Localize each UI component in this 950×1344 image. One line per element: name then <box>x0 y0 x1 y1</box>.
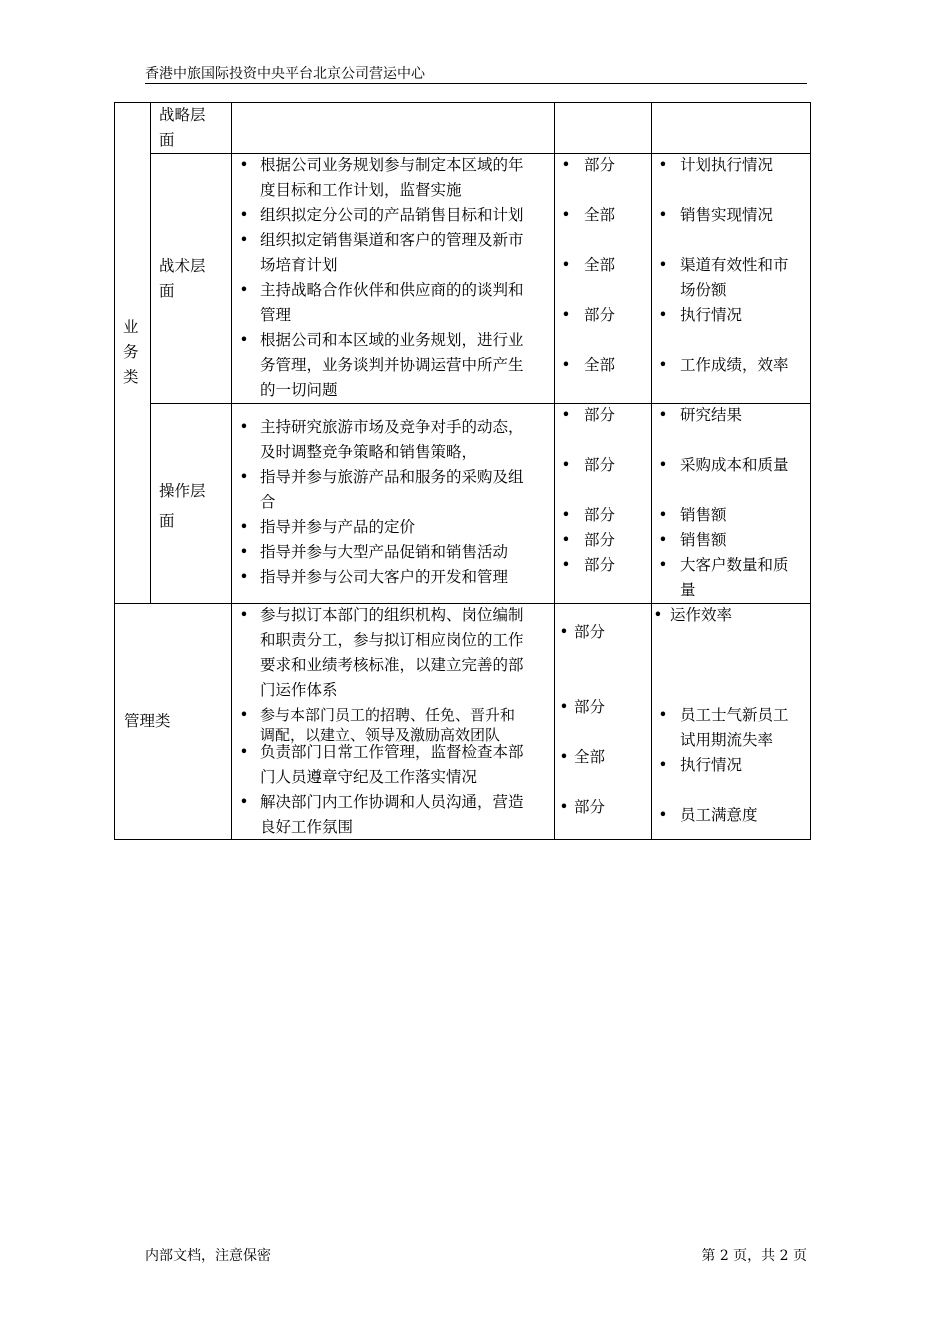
management-scope-text: 部分 <box>574 798 606 816</box>
scope-bullet: • <box>561 406 571 424</box>
tactics-duty-text: 度目标和工作计划，监督实施 <box>260 181 462 199</box>
duty-bullet: • <box>239 468 249 486</box>
operations-duty-text: 主持研究旅游市场及竞争对手的动态， <box>260 418 524 436</box>
business-category-label: 类 <box>123 368 139 386</box>
tactics-scope-text: 全部 <box>584 356 616 374</box>
operations-metric-text: 销售额 <box>680 531 727 549</box>
management-scope-text: 部分 <box>574 698 606 716</box>
duty-bullet: • <box>239 281 249 299</box>
metric-bullet: • <box>658 506 668 524</box>
management-duty-text: 参与拟订本部门的组织机构、岗位编制 <box>260 606 524 624</box>
metric-bullet: • <box>658 356 668 374</box>
operations-duty-text: 及时调整竞争策略和销售策略， <box>260 443 478 461</box>
operations-level-label: 面 <box>159 512 175 530</box>
table-left-border <box>114 102 115 840</box>
metric-bullet: • <box>653 606 663 624</box>
scope-bullet: • <box>561 306 571 324</box>
operations-scope-text: 部分 <box>584 456 616 474</box>
scope-bullet: • <box>561 456 571 474</box>
tactics-duty-text: 务管理，业务谈判并协调运营中所产生 <box>260 356 524 374</box>
management-metric-text: 员工士气新员工 <box>680 706 789 724</box>
management-duty-text: 和职责分工，参与拟订相应岗位的工作 <box>260 631 524 649</box>
operations-metric-text: 采购成本和质量 <box>680 456 789 474</box>
management-duty-text: 负责部门日常工作管理，监督检查本部 <box>260 743 524 761</box>
table-top-border <box>114 102 811 103</box>
management-scope-text: 部分 <box>574 623 606 641</box>
tactics-level-label: 战术层 <box>159 257 206 275</box>
tactics-duty-text: 根据公司业务规划参与制定本区域的年 <box>260 156 524 174</box>
tactics-metric-text: 执行情况 <box>680 306 743 324</box>
management-metric-text: 试用期流失率 <box>680 731 774 749</box>
duty-bullet: • <box>239 606 249 624</box>
operations-scope-text: 部分 <box>584 556 616 574</box>
operations-level-label: 操作层 <box>159 482 206 500</box>
scope-bullet: • <box>561 556 571 574</box>
tactics-duty-text: 组织拟定分公司的产品销售目标和计划 <box>260 206 524 224</box>
metric-bullet: • <box>658 756 668 774</box>
tactics-metric-text: 渠道有效性和市 <box>680 256 789 274</box>
operations-metric-text: 量 <box>680 581 696 599</box>
scope-bullet: • <box>561 506 571 524</box>
tactics-duty-text: 管理 <box>260 306 292 324</box>
management-metric-text: 员工满意度 <box>680 806 758 824</box>
operations-metric-text: 大客户数量和质 <box>680 556 789 574</box>
duty-bullet: • <box>239 518 249 536</box>
operations-duty-text: 合 <box>260 493 276 511</box>
duty-bullet: • <box>239 418 249 436</box>
operations-duty-text: 指导并参与产品的定价 <box>260 518 416 536</box>
scope-bullet: • <box>561 256 571 274</box>
metric-bullet: • <box>658 556 668 574</box>
metric-bullet: • <box>658 256 668 274</box>
metric-bullet: • <box>658 206 668 224</box>
tactics-duty-text: 组织拟定销售渠道和客户的管理及新市 <box>260 231 524 249</box>
operations-metric-text: 销售额 <box>680 506 727 524</box>
tactics-scope-text: 部分 <box>584 156 616 174</box>
management-duty-text: 参与本部门员工的招聘、任免、晋升和 <box>260 706 516 724</box>
scope-bullet: • <box>559 698 569 716</box>
tactics-scope-text: 全部 <box>584 256 616 274</box>
scope-bullet: • <box>561 531 571 549</box>
duty-bullet: • <box>239 331 249 349</box>
management-duty-text: 门人员遵章守纪及工作落实情况 <box>260 768 478 786</box>
operations-scope-text: 部分 <box>584 406 616 424</box>
business-category-label: 业 <box>123 318 139 336</box>
table-right-border <box>810 102 811 840</box>
col-divider-duty <box>554 102 555 840</box>
scope-bullet: • <box>559 748 569 766</box>
tactics-metric-text: 场份额 <box>680 281 727 299</box>
operations-scope-text: 部分 <box>584 531 616 549</box>
tactics-duty-text: 主持战略合作伙伴和供应商的的谈判和 <box>260 281 524 299</box>
metric-bullet: • <box>658 456 668 474</box>
tactics-duty-text: 场培育计划 <box>260 256 338 274</box>
duty-bullet: • <box>239 156 249 174</box>
scope-bullet: • <box>561 156 571 174</box>
duty-bullet: • <box>239 543 249 561</box>
management-scope-text: 全部 <box>574 748 606 766</box>
tactics-metric-text: 计划执行情况 <box>680 156 774 174</box>
operations-duty-text: 指导并参与公司大客户的开发和管理 <box>260 568 509 586</box>
operations-duty-text: 指导并参与旅游产品和服务的采购及组 <box>260 468 524 486</box>
duty-bullet: • <box>239 206 249 224</box>
tactics-metric-text: 销售实现情况 <box>680 206 774 224</box>
metric-bullet: • <box>658 531 668 549</box>
metric-bullet: • <box>658 406 668 424</box>
operations-metric-text: 研究结果 <box>680 406 743 424</box>
scope-bullet: • <box>561 356 571 374</box>
management-category-label: 管理类 <box>124 712 171 730</box>
col-divider-category <box>150 102 151 603</box>
management-duty-text: 要求和业绩考核标准，以建立完善的部 <box>260 656 524 674</box>
strategy-level-label: 战略层 <box>159 106 206 124</box>
scope-bullet: • <box>561 206 571 224</box>
tactics-duty-text: 的一切问题 <box>260 381 338 399</box>
col-divider-scope <box>651 102 652 840</box>
tactics-scope-text: 全部 <box>584 206 616 224</box>
strategy-level-label: 面 <box>159 131 175 149</box>
metric-bullet: • <box>658 806 668 824</box>
duty-bullet: • <box>239 231 249 249</box>
duty-bullet: • <box>239 706 249 724</box>
page-header: 香港中旅国际投资中央平台北京公司营运中心 <box>145 66 425 82</box>
duty-bullet: • <box>239 568 249 586</box>
management-duty-text: 门运作体系 <box>260 681 338 699</box>
header-rule <box>145 83 807 84</box>
footer-page-number: 第 2 页，共 2 页 <box>701 1248 807 1264</box>
scope-bullet: • <box>559 798 569 816</box>
duty-bullet: • <box>239 793 249 811</box>
management-duty-text: 解决部门内工作协调和人员沟通，营造 <box>260 793 524 811</box>
management-duty-text: 调配，以建立、领导及激励高效团队 <box>260 726 501 744</box>
duty-bullet: • <box>239 743 249 761</box>
table-bottom-border <box>114 839 811 840</box>
metric-bullet: • <box>658 706 668 724</box>
footer-confidential: 内部文档，注意保密 <box>145 1248 271 1264</box>
scope-bullet: • <box>559 623 569 641</box>
tactics-duty-text: 根据公司和本区域的业务规划，进行业 <box>260 331 524 349</box>
management-metric-text: 执行情况 <box>680 756 743 774</box>
col-divider-level <box>231 102 232 840</box>
tactics-scope-text: 部分 <box>584 306 616 324</box>
operations-duty-text: 指导并参与大型产品促销和销售活动 <box>260 543 509 561</box>
tactics-level-label: 面 <box>159 282 175 300</box>
metric-bullet: • <box>658 156 668 174</box>
management-duty-text: 良好工作氛围 <box>260 818 354 836</box>
metric-bullet: • <box>658 306 668 324</box>
business-category-label: 务 <box>123 343 139 361</box>
management-metric-text: 运作效率 <box>670 606 733 624</box>
tactics-metric-text: 工作成绩，效率 <box>680 356 789 374</box>
operations-scope-text: 部分 <box>584 506 616 524</box>
